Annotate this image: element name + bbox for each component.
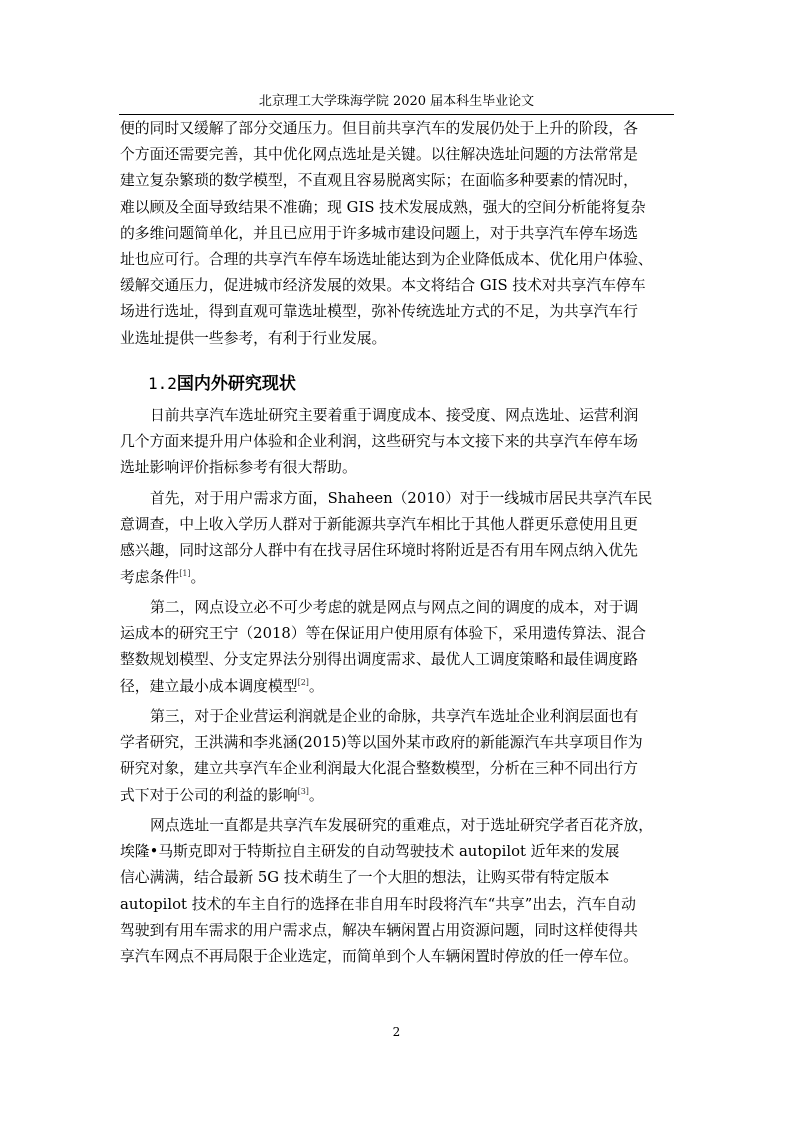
section-heading	[148, 371, 296, 397]
text-line: 几个方面来提升用户体验和企业利润，这些研究与本文接下来的共享汽车停车场	[120, 433, 638, 451]
text-line: 意调查，中上收入学历人群对于新能源共享汽车相比于其他人群更乐意使用且更	[120, 516, 638, 534]
text-line: 埃隆•马斯克即对于特斯拉自主研发的自动驾驶技术 autopilot 近年来的发展	[120, 843, 620, 861]
paragraph-3	[120, 595, 675, 700]
text-line: 缓解交通压力，促进城市经济发展的效果。本文将结合 GIS 技术对共享汽车停车	[120, 277, 646, 295]
text-line-content: 式下对于公司的利益的影响	[120, 786, 298, 804]
text-line: 享汽车网点不再局限于企业选定，而简单到个人车辆闲置时停放的任一停车位。	[120, 947, 638, 965]
text-line: 业选址提供一些参考，有利于行业发展。	[120, 329, 387, 347]
text-line: 感兴趣，同时这部分人群中有在找寻居住环境时将附近是否有用车网点纳入优先	[120, 542, 638, 560]
citation-ref: [2]	[297, 677, 309, 687]
citation-ref: [3]	[297, 786, 309, 796]
text-line: 个方面还需要完善，其中优化网点选址是关键。以往解决选址问题的方法常常是	[120, 146, 638, 164]
text-line: 便的同时又缓解了部分交通压力。但目前共享汽车的发展仍处于上升的阶段，各	[120, 120, 638, 137]
text-line	[120, 783, 675, 809]
text-line: 址也应可行。合理的共享汽车停车场选址能达到为企业降低成本、优化用户体验、	[120, 250, 653, 268]
continuation-paragraph	[120, 116, 675, 352]
paragraph-1	[120, 403, 675, 482]
text-line: 场进行选址，得到直观可靠选址模型，弥补传统选址方式的不足，为共享汽车行	[120, 303, 638, 321]
text-line: 日前共享汽车选址研究主要着重于调度成本、接受度、网点选址、运营利润	[150, 407, 639, 424]
text-line: 学者研究，王洪满和李兆涵(2015)等以国外某市政府的新能源汽车共享项目作为	[120, 734, 643, 752]
text-line: 整数规划模型、分支定界法分别得出调度需求、最优人工调度策略和最佳调度路	[120, 651, 638, 669]
text-line-tail: 。	[308, 677, 324, 695]
text-line	[120, 674, 675, 700]
text-line: 研究对象，建立共享汽车企业利润最大化混合整数模型，分析在三种不同出行方	[120, 760, 638, 778]
paragraph-2	[120, 486, 675, 591]
text-line: 第二，网点设立必不可少考虑的就是网点与网点之间的调度的成本，对于调	[150, 599, 639, 616]
text-line-tail: 。	[308, 786, 324, 804]
paragraph-4	[120, 704, 675, 809]
text-line: 选址影响评价指标参考有很大帮助。	[120, 459, 357, 477]
text-line: 第三，对于企业营运利润就是企业的命脉，共享汽车选址企业利润层面也有	[150, 708, 639, 725]
text-line: 难以顾及全面导致结果不准确；现 GIS 技术发展成熟，强大的空间分析能将复杂	[120, 198, 646, 216]
citation-ref: [1]	[179, 568, 191, 578]
section-title: 国内外研究现状	[176, 374, 296, 394]
text-line-content: 考虑条件	[120, 568, 180, 586]
section-number: 1.2	[148, 374, 177, 393]
text-line: 首先，对于用户需求方面，Shaheen（2010）对于一线城市居民共享汽车民	[150, 490, 653, 507]
text-line: 运成本的研究王宁（2018）等在保证用户使用原有体验下，采用遗传算法、混合	[120, 625, 646, 643]
text-line: 信心满满，结合最新 5G 技术萌生了一个大胆的想法，让购买带有特定版本	[120, 869, 610, 887]
text-line: autopilot 技术的车主自行的选择在非自用车时段将汽车“共享”出去，汽车自动	[120, 895, 636, 913]
text-line: 建立复杂繁琐的数学模型，不直观且容易脱离实际；在面临多种要素的情况时，	[120, 172, 638, 190]
text-line-content: 径，建立最小成本调度模型	[120, 677, 298, 695]
running-header: 北京理工大学珠海学院 2020 届本科生毕业论文	[258, 94, 535, 109]
text-line	[120, 565, 675, 591]
text-line: 的多维问题简单化，并且已应用于许多城市建设问题上，对于共享汽车停车场选	[120, 224, 638, 242]
header-divider	[119, 114, 674, 115]
text-line-tail: 。	[190, 568, 206, 586]
text-line: 网点选址一直都是共享汽车发展研究的重难点，对于选址研究学者百花齐放，	[150, 817, 654, 834]
page-number: 2	[392, 1025, 401, 1039]
text-line: 驾驶到有用车需求的用户需求点，解决车辆闲置占用资源问题，同时这样使得共	[120, 921, 638, 939]
paragraph-5	[120, 813, 675, 970]
